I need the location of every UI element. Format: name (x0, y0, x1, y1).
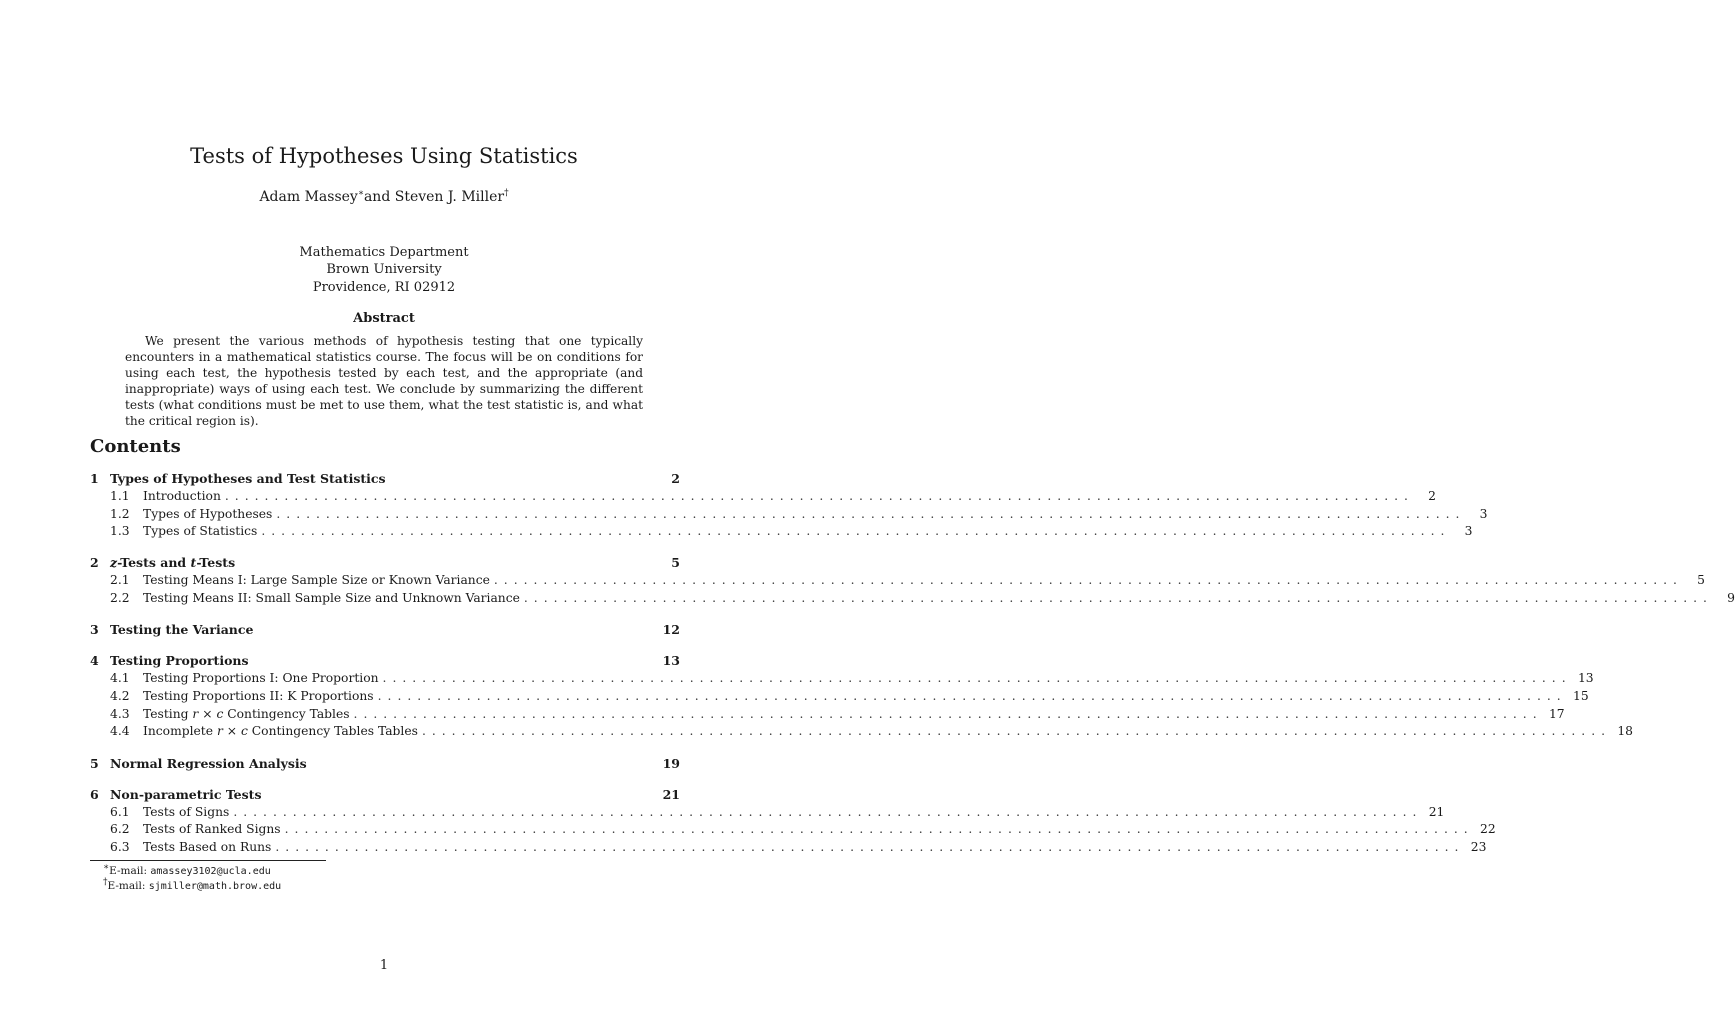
math-var-z: z (110, 555, 118, 570)
toc-leader-dots: ........................................................................................................................ (523, 591, 1713, 605)
toc-section-page: 19 (662, 756, 680, 771)
title-part: Contingency Tables (223, 707, 350, 721)
title-part: -Tests and (117, 555, 191, 570)
toc-leader-dots: ........................................................................................................................ (493, 573, 1683, 587)
toc-section-page: 2 (671, 471, 680, 486)
toc-section-page: 13 (662, 653, 680, 668)
toc-subsection-number: 1.1 (110, 489, 130, 503)
toc-section-title (110, 555, 235, 570)
footnote-rule (90, 860, 326, 861)
toc-subsection-number: 4.1 (110, 671, 130, 685)
author-1: Adam Massey (259, 189, 358, 205)
affiliation-department: Mathematics Department (299, 245, 469, 260)
toc-section-number: 4 (90, 653, 99, 668)
toc-subsection-title: Testing Means II: Small Sample Size and Unknown Variance (143, 591, 520, 605)
toc-subsection-page: 21 (1428, 805, 1445, 819)
toc-subsection-title: Testing Proportions II: K Proportions (143, 689, 374, 703)
toc-subsection-number: 4.4 (110, 724, 130, 738)
toc-section-title: Non-parametric Tests (110, 787, 262, 802)
toc-section-5[interactable] (90, 756, 680, 774)
affiliation-university: Brown University (326, 262, 442, 277)
toc-section-1[interactable] (90, 471, 680, 489)
toc-section-3[interactable] (90, 622, 680, 640)
toc-subsection-4-1[interactable] (110, 671, 1594, 688)
toc-section-number: 6 (90, 787, 99, 802)
toc-subsection-number: 1.2 (110, 507, 130, 521)
author-2: and Steven J. Miller (363, 189, 505, 205)
toc-subsection-title: Introduction (143, 489, 221, 503)
toc-subsection-title: Tests of Ranked Signs (143, 822, 281, 836)
toc-subsection-page: 15 (1573, 689, 1589, 703)
toc-subsection-6-1[interactable] (110, 805, 1445, 822)
toc-subsection-page: 5 (1697, 573, 1705, 587)
toc-subsection-page: 22 (1480, 822, 1496, 836)
toc-subsection-page: 18 (1617, 724, 1634, 738)
footnote-mark: ∗ (103, 862, 110, 873)
toc-subsection-number: 6.3 (110, 840, 130, 854)
contents-heading: Contents (90, 436, 181, 457)
toc-subsection-title (143, 707, 354, 721)
toc-subsection-number: 6.1 (110, 805, 130, 819)
toc-subsection-4-3[interactable] (110, 707, 1565, 724)
toc-subsection-title: Testing Proportions I: One Proportion (143, 671, 379, 685)
toc-subsection-number: 6.2 (110, 822, 130, 836)
toc-leader-dots: ........................................................................................................................ (233, 805, 1423, 819)
toc-subsection-number: 2.1 (110, 573, 130, 587)
title-part: Testing (143, 707, 193, 721)
math-var-c: c (240, 724, 248, 738)
toc-subsection-1-1[interactable] (110, 489, 1436, 506)
title-part: Incomplete (143, 724, 217, 738)
math-var-c: c (216, 707, 224, 721)
toc-subsection-page: 2 (1428, 489, 1436, 503)
title-part: × (198, 707, 217, 721)
toc-section-number: 2 (90, 555, 99, 570)
title-part: × (222, 724, 241, 738)
toc-subsection-2-1[interactable] (110, 573, 1705, 590)
toc-subsection-number: 4.3 (110, 707, 130, 721)
toc-subsection-title: Testing Means I: Large Sample Size or Known Variance (143, 573, 490, 587)
toc-subsection-title: Tests Based on Runs (143, 840, 272, 854)
toc-subsection-title (143, 724, 422, 738)
toc-leader-dots: ........................................................................................................................ (421, 724, 1612, 738)
math-var-r: r (216, 724, 223, 738)
math-var-r: r (192, 707, 199, 721)
footnote-label: E-mail: (109, 865, 151, 877)
toc-subsection-page: 3 (1464, 524, 1473, 538)
toc-leader-dots: ........................................................................................................................ (377, 689, 1567, 703)
toc-leader-dots: ........................................................................................................................ (276, 507, 1466, 521)
author-1-footnote-mark: ∗ (357, 188, 364, 199)
toc-section-number: 1 (90, 471, 99, 486)
toc-subsection-title: Types of Hypotheses (143, 507, 273, 521)
footnote-mark: † (103, 877, 108, 888)
email-link[interactable]: sjmiller@math.brow.edu (148, 881, 282, 892)
toc-leader-dots: ........................................................................................................................ (224, 489, 1414, 503)
toc-subsection-number: 2.2 (110, 591, 130, 605)
page-number: 1 (379, 958, 389, 973)
toc-section-page: 12 (662, 622, 680, 637)
toc-section-6[interactable] (90, 787, 680, 805)
toc-subsection-title: Tests of Signs (143, 805, 230, 819)
toc-subsection-number: 1.3 (110, 524, 130, 538)
footnote-label: E-mail: (107, 880, 149, 892)
toc-subsection-page: 3 (1479, 507, 1488, 521)
toc-subsection-4-2[interactable] (110, 689, 1589, 706)
toc-subsection-2-2[interactable] (110, 591, 1735, 608)
toc-leader-dots: ........................................................................................................................ (261, 524, 1451, 538)
title-part: Contingency Tables Tables (247, 724, 418, 738)
title-part: -Tests (196, 555, 236, 570)
footnote-2 (103, 877, 282, 892)
toc-section-4[interactable] (90, 653, 680, 671)
toc-section-title: Types of Hypotheses and Test Statistics (110, 471, 386, 486)
toc-subsection-6-2[interactable] (110, 822, 1496, 839)
toc-leader-dots: ........................................................................................................................ (353, 707, 1543, 721)
author-2-footnote-mark: † (504, 188, 509, 199)
toc-subsection-1-2[interactable] (110, 507, 1488, 524)
paper-title: Tests of Hypotheses Using Statistics (190, 144, 578, 168)
footnote-1 (103, 862, 271, 877)
toc-leader-dots: ........................................................................................................................ (284, 822, 1474, 836)
toc-section-number: 5 (90, 756, 99, 771)
toc-section-number: 3 (90, 622, 99, 637)
toc-subsection-page: 17 (1548, 707, 1565, 721)
toc-subsection-4-4[interactable] (110, 724, 1634, 741)
toc-subsection-6-3[interactable] (110, 840, 1487, 857)
affiliation-city: Providence, RI 02912 (312, 280, 456, 295)
toc-section-title: Testing Proportions (110, 653, 249, 668)
email-link[interactable]: amassey3102@ucla.edu (150, 866, 271, 877)
toc-subsection-number: 4.2 (110, 689, 130, 703)
toc-subsection-title: Types of Statistics (143, 524, 258, 538)
abstract-heading: Abstract (353, 311, 415, 326)
toc-leader-dots: ........................................................................................................................ (382, 671, 1572, 685)
math-var-t: t (190, 555, 197, 570)
toc-section-page: 21 (662, 787, 680, 802)
toc-section-title: Testing the Variance (110, 622, 254, 637)
toc-section-2[interactable] (90, 555, 680, 573)
toc-subsection-page: 13 (1577, 671, 1594, 685)
toc-leader-dots: ........................................................................................................................ (275, 840, 1465, 854)
toc-subsection-page: 9 (1727, 591, 1735, 605)
toc-subsection-page: 23 (1470, 840, 1487, 854)
toc-section-page: 5 (671, 555, 680, 570)
abstract-text: We present the various methods of hypothesis testing that one typically encounters in a mathematical statistics course. The focus will be on conditions for using each test, the hypothesis tested by each test, and the appropriate (and inappropriate) ways of using each test. We conclude by summarizing the different tests (what conditions must be met to use them, what the test statistic is, and what the critical region is). (125, 334, 643, 428)
toc-subsection-1-3[interactable] (110, 524, 1473, 541)
toc-section-title: Normal Regression Analysis (110, 756, 307, 771)
